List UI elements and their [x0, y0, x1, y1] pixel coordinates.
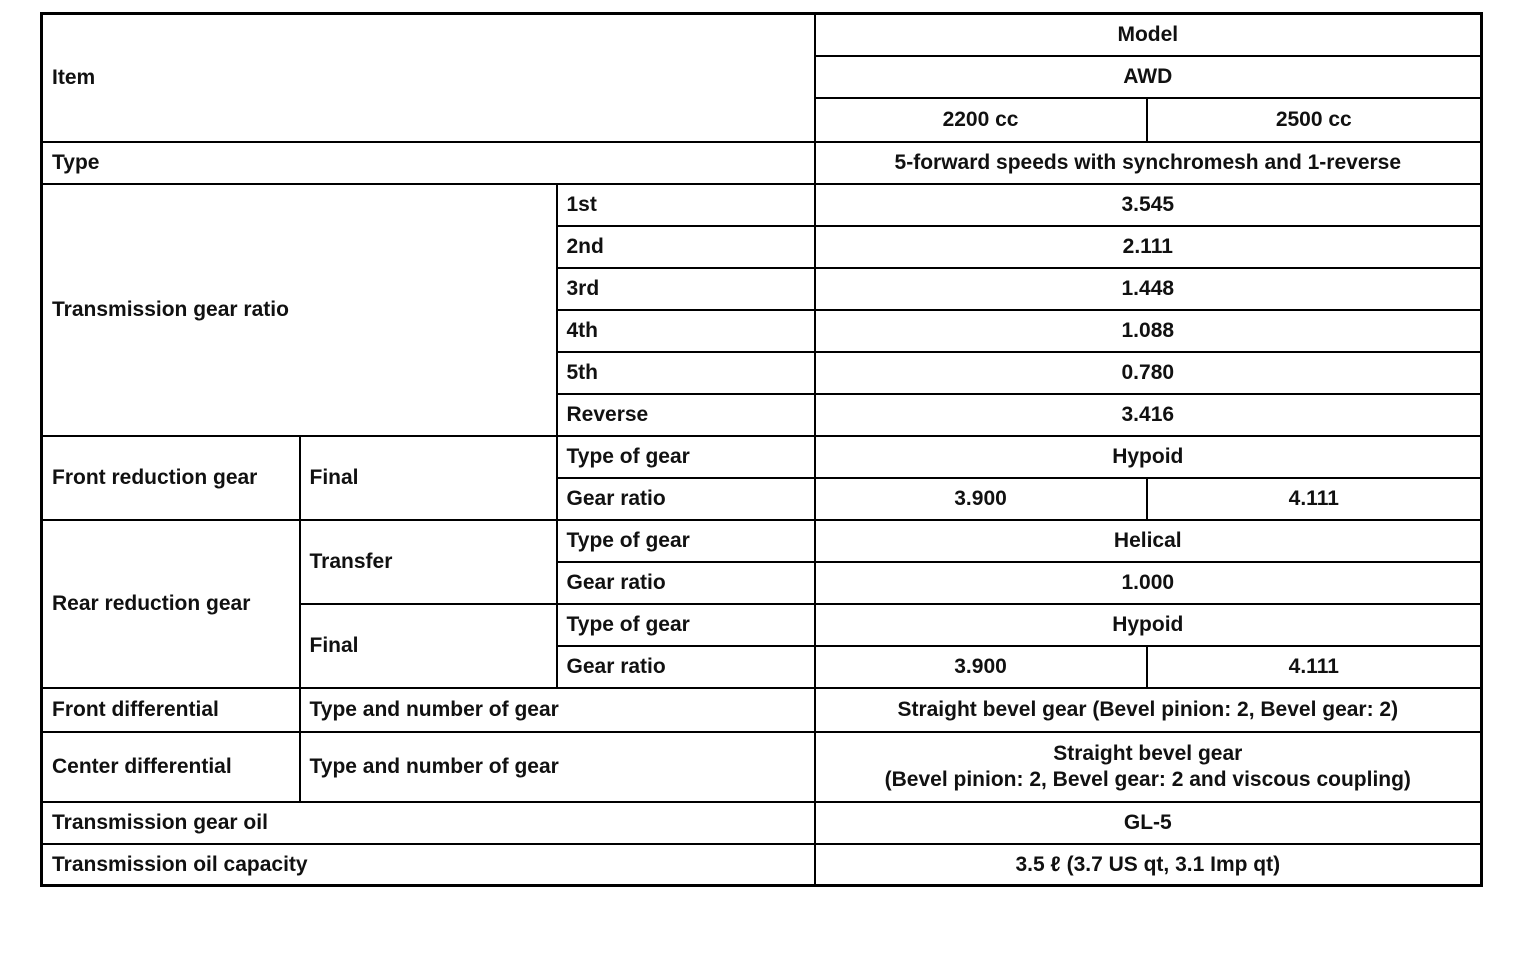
rear-transfer-type-value: Helical	[815, 520, 1482, 562]
awd-header: AWD	[815, 56, 1482, 98]
rear-final-type-label: Type of gear	[557, 604, 815, 646]
transmission-oil-capacity-label: Transmission oil capacity	[42, 844, 815, 886]
front-final-type-value: Hypoid	[815, 436, 1482, 478]
front-final-ratio-2200: 3.900	[815, 478, 1147, 520]
rear-final-type-value: Hypoid	[815, 604, 1482, 646]
rear-transfer-ratio-label: Gear ratio	[557, 562, 815, 604]
center-differential-sub-label: Type and number of gear	[300, 732, 815, 802]
front-final-type-label: Type of gear	[557, 436, 815, 478]
gear-ratio-3rd: 1.448	[815, 268, 1482, 310]
front-final-ratio-2500: 4.111	[1147, 478, 1482, 520]
cc-2500-header: 2500 cc	[1147, 98, 1482, 142]
gear-name-reverse: Reverse	[557, 394, 815, 436]
rear-transfer-ratio-value: 1.000	[815, 562, 1482, 604]
cc-2200-header: 2200 cc	[815, 98, 1147, 142]
gear-ratio-2nd: 2.111	[815, 226, 1482, 268]
rear-transfer-label: Transfer	[300, 520, 557, 604]
rear-reduction-gear-label: Rear reduction gear	[42, 520, 300, 688]
rear-final-ratio-2500: 4.111	[1147, 646, 1482, 688]
front-differential-label: Front differential	[42, 688, 300, 732]
gear-name-1st: 1st	[557, 184, 815, 226]
transmission-gear-ratio-label: Transmission gear ratio	[42, 184, 557, 436]
front-reduction-final-label: Final	[300, 436, 557, 520]
gear-name-2nd: 2nd	[557, 226, 815, 268]
front-reduction-gear-label: Front reduction gear	[42, 436, 300, 520]
rear-final-label: Final	[300, 604, 557, 688]
model-header: Model	[815, 14, 1482, 56]
rear-transfer-type-label: Type of gear	[557, 520, 815, 562]
gear-ratio-4th: 1.088	[815, 310, 1482, 352]
center-differential-value	[815, 732, 1482, 802]
transmission-gear-oil-value: GL-5	[815, 802, 1482, 844]
gear-name-4th: 4th	[557, 310, 815, 352]
center-differential-value-line1: Straight bevel gear	[1053, 742, 1243, 766]
type-label: Type	[42, 142, 815, 184]
transmission-oil-capacity-value: 3.5 ℓ (3.7 US qt, 3.1 Imp qt)	[815, 844, 1482, 886]
specification-table	[40, 12, 1483, 887]
gear-name-3rd: 3rd	[557, 268, 815, 310]
transmission-gear-oil-label: Transmission gear oil	[42, 802, 815, 844]
front-differential-sub-label: Type and number of gear	[300, 688, 815, 732]
type-value: 5-forward speeds with synchromesh and 1-reverse	[815, 142, 1482, 184]
center-differential-value-line2: (Bevel pinion: 2, Bevel gear: 2 and viscous coupling)	[884, 767, 1411, 791]
gear-ratio-5th: 0.780	[815, 352, 1482, 394]
rear-final-ratio-2200: 3.900	[815, 646, 1147, 688]
rear-final-ratio-label: Gear ratio	[557, 646, 815, 688]
item-header: Item	[42, 14, 815, 142]
gear-name-5th: 5th	[557, 352, 815, 394]
front-final-ratio-label: Gear ratio	[557, 478, 815, 520]
gear-ratio-reverse: 3.416	[815, 394, 1482, 436]
center-differential-label: Center differential	[42, 732, 300, 802]
gear-ratio-1st: 3.545	[815, 184, 1482, 226]
front-differential-value: Straight bevel gear (Bevel pinion: 2, Bevel gear: 2)	[815, 688, 1482, 732]
